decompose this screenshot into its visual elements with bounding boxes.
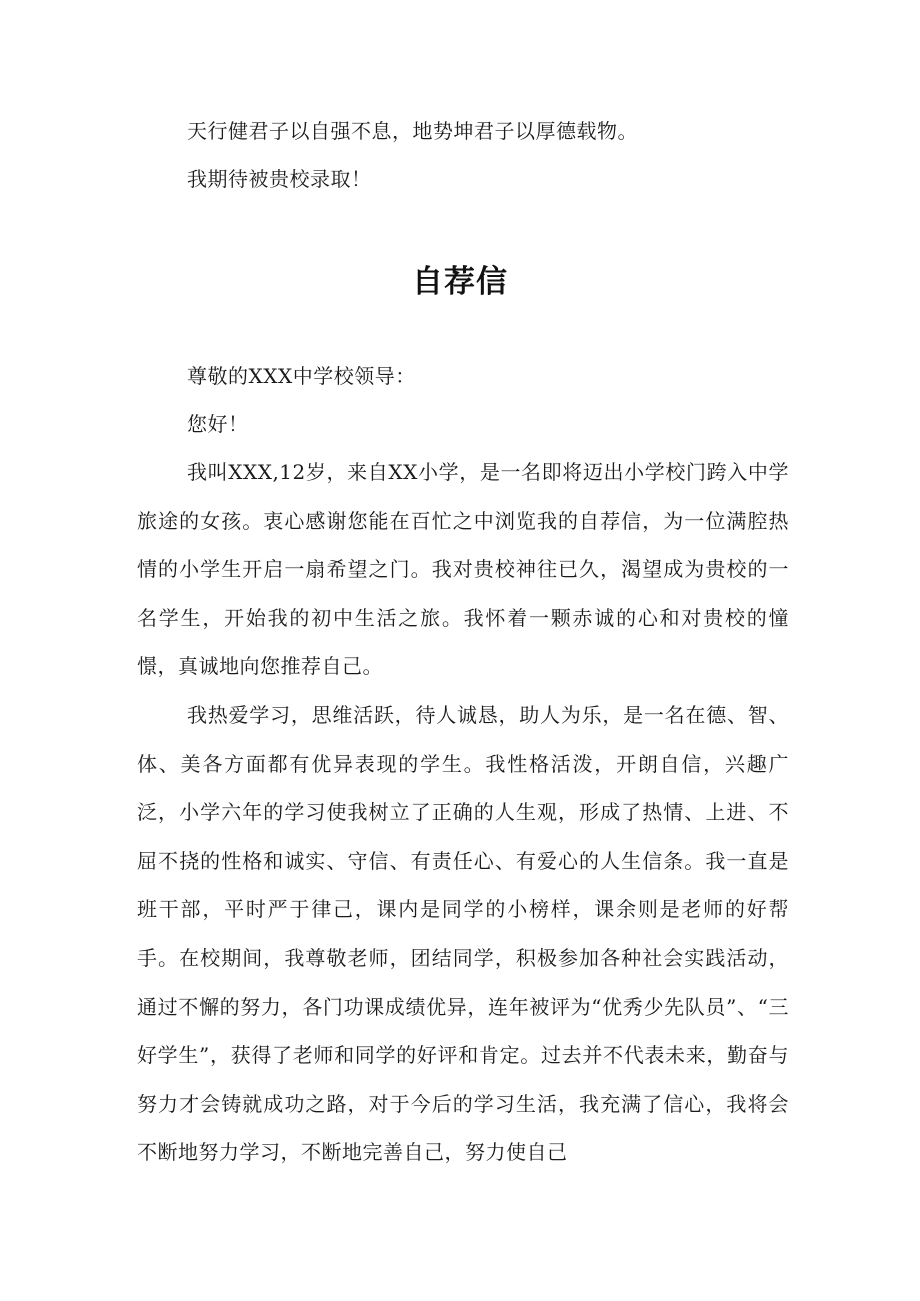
letter-salutation: 尊敬的XXX中学校领导： — [187, 364, 416, 388]
previous-letter-line-closing: 我期待被贵校录取！ — [187, 167, 372, 191]
letter-paragraph-introduction: 我叫XXX,12岁，来自XX小学，是一名即将迈出小学校门跨入中学旅途的女孩。衷心感谢您能在百忙之中浏览我的自荐信，为一位满腔热情的小学生开启一扇希望之门。我对贵校神往已久，渴望成为贵校的一名学生，开始我的初中生活之旅。我怀着一颗赤诚的心和对贵校的憧憬，真诚地向您推荐自己。 — [137, 460, 789, 679]
letter-greeting: 您好！ — [187, 412, 249, 436]
letter-title: 自荐信 — [412, 264, 508, 300]
previous-letter-line-motto: 天行健君子以自强不息，地势坤君子以厚德载物。 — [187, 119, 638, 143]
letter-paragraph-self-description: 我热爱学习，思维活跃，待人诚恳，助人为乐，是一名在德、智、体、美各方面都有优异表现的学生。我性格活泼，开朗自信，兴趣广泛，小学六年的学习使我树立了正确的人生观，形成了热情、上进、不屈不挠的性格和诚实、守信、有责任心、有爱心的人生信条。我一直是班干部，平时严于律己，课内是同学的小榜样，课余则是老师的好帮手。在校期间，我尊敬老师，团结同学，积极参加各种社会实践活动，通过不懈的努力，各门功课成绩优异，连年被评为“优秀少先队员”、“三好学生”，获得了老师和同学的好评和肯定。过去并不代表未来，勤奋与努力才会铸就成功之路，对于今后的学习生活，我充满了信心，我将会不断地努力学习，不断地完善自己，努力使自己 — [137, 703, 789, 1165]
